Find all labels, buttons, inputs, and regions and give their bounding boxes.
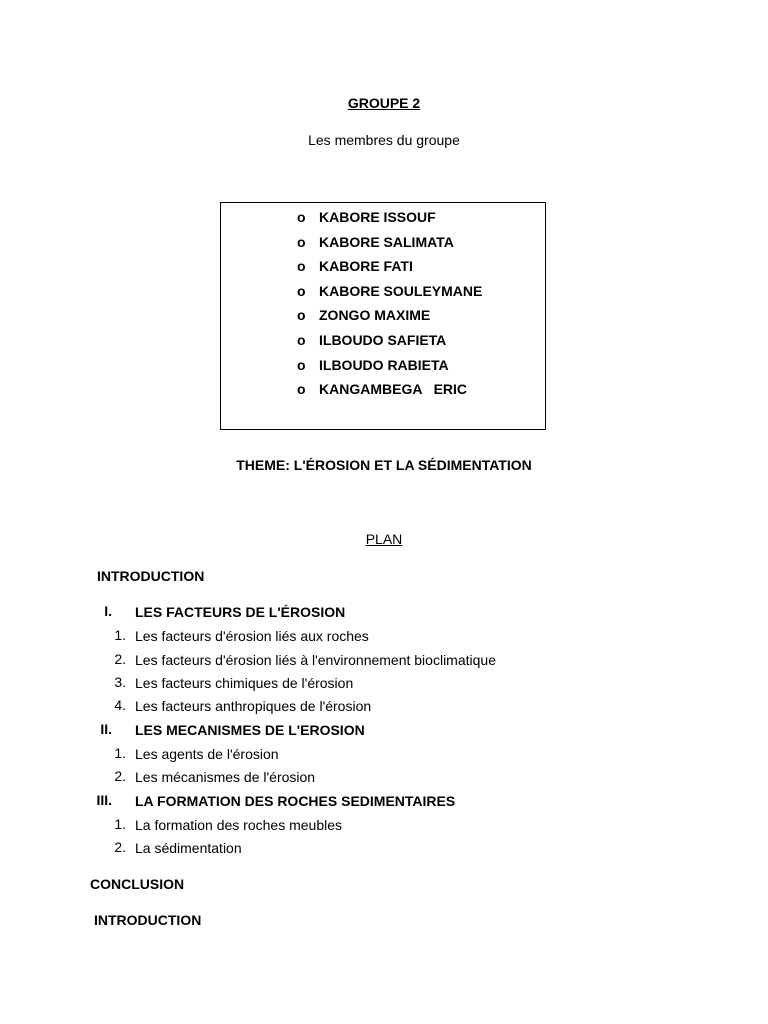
section-title: LES FACTEURS DE L'ÉROSION [135, 604, 346, 620]
item-number: 2. [114, 651, 126, 667]
member-name: ILBOUDO RABIETA [319, 356, 449, 373]
member-item [297, 331, 482, 356]
bullet-icon: o [297, 282, 306, 299]
section-numeral: I. [104, 603, 112, 619]
section-item: Les facteurs anthropiques de l'érosion [135, 698, 372, 714]
section-item: Les facteurs d'érosion liés à l'environnement bioclimatique [135, 652, 496, 668]
section-item: Les facteurs chimiques de l'érosion [135, 675, 354, 691]
member-name: KABORE ISSOUF [319, 209, 436, 225]
bullet-icon: o [297, 381, 306, 398]
section-numeral: III. [96, 792, 112, 808]
section-numeral: II. [100, 721, 112, 737]
member-item [297, 233, 482, 258]
theme-title: THEME: L'ÉROSION ET LA SÉDIMENTATION [236, 457, 532, 473]
member-name: ZONGO MAXIME [319, 307, 431, 324]
bullet-icon: o [297, 356, 306, 373]
members-list [297, 208, 482, 405]
section-item: Les facteurs d'érosion liés aux roches [135, 628, 369, 644]
section-item: Les agents de l'érosion [135, 746, 279, 762]
section-item: La sédimentation [135, 840, 242, 856]
section-title: LES MECANISMES DE L'EROSION [135, 722, 365, 738]
plan-conclusion: CONCLUSION [90, 876, 185, 892]
member-name: KANGAMBEGA ERIC [319, 381, 468, 398]
bullet-icon: o [297, 233, 306, 250]
item-number: 2. [114, 768, 126, 784]
section-item: Les mécanismes de l'érosion [135, 769, 316, 785]
introduction-heading: INTRODUCTION [94, 912, 202, 928]
members-box [220, 202, 546, 430]
bullet-icon: o [297, 258, 306, 275]
bullet-icon: o [297, 209, 306, 225]
plan-introduction: INTRODUCTION [97, 568, 205, 584]
members-caption: Les membres du groupe [308, 132, 460, 148]
member-item [297, 208, 482, 233]
bullet-icon: o [297, 331, 306, 348]
item-number: 1. [114, 816, 126, 832]
group-title: GROUPE 2 [347, 95, 421, 111]
member-item [297, 257, 482, 282]
member-item [297, 356, 482, 381]
member-name: KABORE FATI [319, 258, 413, 275]
member-name: KABORE SALIMATA [319, 233, 454, 250]
item-number: 3. [114, 674, 126, 690]
member-item [297, 282, 482, 307]
bullet-icon: o [297, 307, 306, 324]
plan-title: PLAN [365, 531, 403, 547]
item-number: 2. [114, 839, 126, 855]
member-name: ILBOUDO SAFIETA [319, 331, 447, 348]
member-item [297, 380, 482, 405]
section-item: La formation des roches meubles [135, 817, 342, 833]
item-number: 1. [114, 627, 126, 643]
item-number: 4. [114, 697, 126, 713]
member-name: KABORE SOULEYMANE [319, 282, 483, 299]
section-title: LA FORMATION DES ROCHES SEDIMENTAIRES [135, 793, 456, 809]
item-number: 1. [114, 745, 126, 761]
member-item [297, 306, 482, 331]
